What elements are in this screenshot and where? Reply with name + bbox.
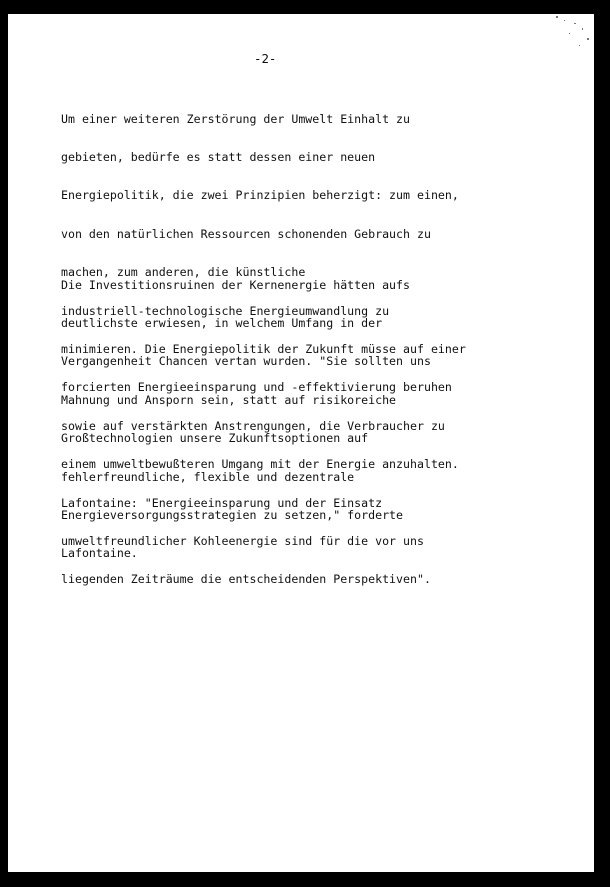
scan-speck xyxy=(569,33,570,34)
document-page xyxy=(8,14,594,872)
scan-speck xyxy=(587,38,589,40)
text-line: Lafontaine: "Energieeinsparung und der Einsatz xyxy=(61,495,383,510)
text-line: Lafontaine. xyxy=(61,546,138,561)
text-line: einem umweltbewußteren Umgang mit der Energie anzuhalten. xyxy=(61,457,459,472)
text-line: sowie auf verstärkten Anstrengungen, die Verbraucher zu xyxy=(61,418,445,433)
scan-speck xyxy=(582,28,583,30)
text-line: minimieren. Die Energiepolitik der Zukunft müsse auf einer xyxy=(61,341,466,356)
paragraph-2 xyxy=(61,253,431,586)
page-number: -2- xyxy=(254,51,277,66)
text-line: von den natürlichen Ressourcen schonenden Gebrauch zu xyxy=(61,226,431,241)
text-line: Die Investitionsruinen der Kernenergie hätten aufs xyxy=(61,277,411,292)
text-line: gebieten, bedürfe es statt dessen einer neuen xyxy=(61,149,376,164)
text-line: Vergangenheit Chancen vertan wurden. "Sie sollten uns xyxy=(61,354,431,369)
text-line: Energiepolitik, die zwei Prinzipien beherzigt: zum einen, xyxy=(61,188,459,203)
text-line: liegenden Zeiträume die entscheidenden Perspektiven". xyxy=(61,572,431,587)
text-line: deutlichste erwiesen, in welchem Umfang in der xyxy=(61,315,383,330)
scan-speck xyxy=(579,45,580,46)
text-line: industriell-technologische Energieumwandlung zu xyxy=(61,303,390,318)
text-line: Großtechnologien unsere Zukunftsoptionen auf xyxy=(61,431,369,446)
text-line: umweltfreundlicher Kohleenergie sind für die vor uns xyxy=(61,533,424,548)
text-line: Energieversorgungsstrategien zu setzen," forderte xyxy=(61,507,404,522)
text-line: Mahnung und Ansporn sein, statt auf risikoreiche xyxy=(61,392,397,407)
text-line: fehlerfreundliche, flexible und dezentrale xyxy=(61,469,355,484)
scan-speck xyxy=(574,23,576,24)
text-line: Um einer weiteren Zerstörung der Umwelt Einhalt zu xyxy=(61,111,411,126)
scan-speck xyxy=(564,20,565,21)
text-line: machen, zum anderen, die künstliche xyxy=(61,265,306,280)
scan-speck xyxy=(556,16,558,18)
text-line: forcierten Energieeinsparung und -effektivierung beruhen xyxy=(61,380,452,395)
